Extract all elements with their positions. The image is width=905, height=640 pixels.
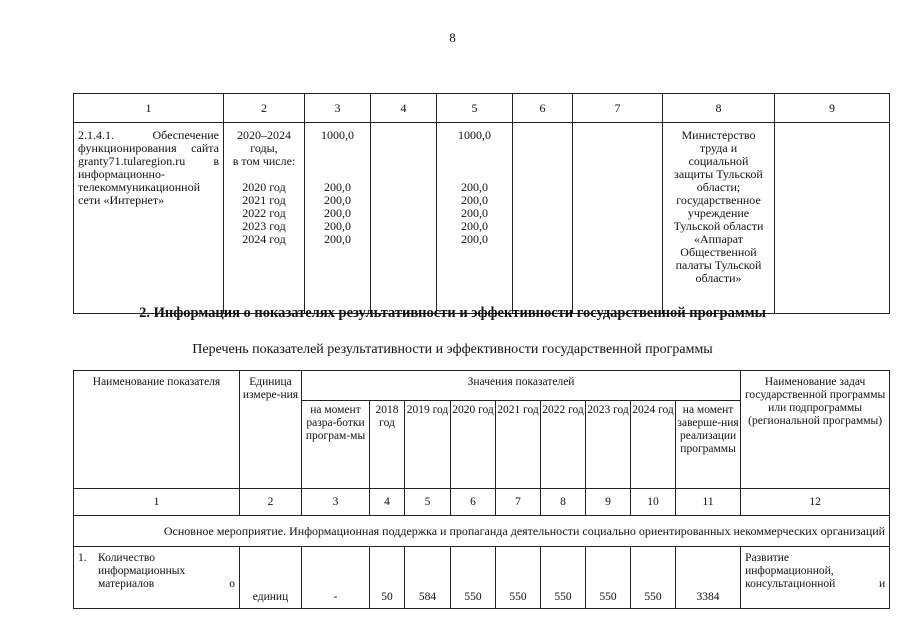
column-number: 8 (541, 489, 586, 516)
column-header: 4 (371, 94, 437, 123)
column-number-row (74, 94, 890, 123)
empty-cell (371, 123, 437, 314)
section-row (74, 516, 890, 547)
amount-value: 200,0 (461, 232, 488, 246)
text-line: области; (696, 180, 741, 194)
column-header: 8 (663, 94, 775, 123)
year-label: 2023 год (242, 219, 286, 233)
amount-value: 200,0 (324, 206, 351, 220)
amount-value: 200,0 (324, 232, 351, 246)
section-heading: 2. Информация о показателях результативности и эффективности государственной программы (139, 305, 766, 321)
indicator-name-header: Наименование показателя (74, 371, 240, 489)
amount-cell (305, 123, 371, 314)
year-header: 2018 год (370, 401, 405, 489)
value-cell: 50 (370, 547, 405, 609)
text-line: информационной, (745, 565, 834, 577)
amount-value: 200,0 (324, 193, 351, 207)
spacer (441, 155, 508, 168)
text-line: Обеспечение (152, 128, 219, 142)
value-cell: 550 (586, 547, 631, 609)
text-line: государственное (676, 193, 761, 207)
text-line: Развитие (745, 552, 790, 564)
column-number: 5 (405, 489, 451, 516)
text-line: сети «Интернет» (78, 193, 165, 207)
value-cell: 550 (631, 547, 676, 609)
text-line: учреждение (687, 206, 750, 220)
spacer (309, 155, 366, 168)
unit-cell: единиц (240, 547, 302, 609)
value-cell: 550 (496, 547, 541, 609)
text-line: информационных (98, 565, 186, 577)
text-line: функционирования (78, 141, 177, 155)
year-header: 2021 год (496, 401, 541, 489)
indicator-name-cell (74, 547, 240, 609)
amount-value: 200,0 (461, 180, 488, 194)
year-header: 2019 год (405, 401, 451, 489)
spacer (309, 142, 366, 155)
text-line: труда и (699, 141, 738, 155)
year-label: 2020 год (242, 180, 286, 194)
table-title: Перечень показателей результативности и эффективности государственной программы (192, 342, 713, 357)
end-value-header: на момент заверше-ния реализации программы (676, 401, 741, 489)
text-line: области» (695, 271, 742, 285)
text-line: о (229, 578, 235, 590)
period-cell (224, 123, 305, 314)
column-header: 6 (513, 94, 573, 123)
amount-lines (305, 123, 370, 246)
amount-value: 200,0 (324, 219, 351, 233)
column-number: 1 (74, 489, 240, 516)
values-group-header: Значения показателей (302, 371, 741, 401)
amount-cell (437, 123, 513, 314)
column-number-row (74, 489, 890, 516)
column-number: 2 (240, 489, 302, 516)
row-number: 1. (78, 552, 87, 564)
column-number: 3 (302, 489, 370, 516)
column-number: 10 (631, 489, 676, 516)
table-row (74, 547, 890, 609)
activity-name-cell (74, 123, 224, 314)
value-cell: 550 (451, 547, 496, 609)
column-number: 12 (741, 489, 890, 516)
text-line: материалов (98, 578, 155, 590)
year-header: 2024 год (631, 401, 676, 489)
start-value-cell: - (302, 547, 370, 609)
period-lines (224, 123, 304, 246)
text-line: консультационной (745, 578, 836, 590)
header-row (74, 371, 890, 401)
year-label: 2024 год (242, 232, 286, 246)
year-header: 2020 год (451, 401, 496, 489)
column-number: 9 (586, 489, 631, 516)
year-header: 2023 год (586, 401, 631, 489)
column-header: 1 (74, 94, 224, 123)
text-line: телекоммуникационной (78, 180, 200, 194)
text-line: Министерство (681, 128, 756, 142)
column-header: 5 (437, 94, 513, 123)
empty-cell (513, 123, 573, 314)
page-number: 8 (449, 30, 456, 45)
amount-value: 200,0 (324, 180, 351, 194)
amount-value: 200,0 (461, 206, 488, 220)
text-line: информационно- (78, 167, 165, 181)
column-number: 7 (496, 489, 541, 516)
text-line: палаты Тульской (675, 258, 762, 272)
activity-name (74, 123, 223, 207)
amount-lines (437, 123, 512, 246)
text-line: Общественной (680, 245, 757, 259)
column-header: 7 (573, 94, 663, 123)
task-name-cell (741, 547, 890, 609)
section-title: Основное мероприятие. Информационная поддержка и пропаганда деятельности социально ориентированных некоммерческих организаций (74, 516, 890, 547)
text-line: 2020–2024 (237, 128, 291, 142)
column-header: 2 (224, 94, 305, 123)
program-activity-table (73, 93, 890, 314)
amount-total: 1000,0 (458, 128, 491, 142)
text-line: Тульской области (673, 219, 764, 233)
table-row (74, 123, 890, 314)
text-line: защиты Тульской (674, 167, 763, 181)
column-header: 9 (775, 94, 890, 123)
text-line: годы, (250, 141, 278, 155)
text-line: Количество (98, 552, 155, 564)
year-header: 2022 год (541, 401, 586, 489)
empty-cell (573, 123, 663, 314)
unit-header: Единица измере-ния (240, 371, 302, 489)
year-label: 2021 год (242, 193, 286, 207)
column-number: 11 (676, 489, 741, 516)
text-line: социальной (688, 154, 749, 168)
text-line: сайта (191, 141, 219, 155)
end-value-cell: 3384 (676, 547, 741, 609)
value-cell: 550 (541, 547, 586, 609)
amount-value: 200,0 (461, 193, 488, 207)
amount-value: 200,0 (461, 219, 488, 233)
empty-cell (775, 123, 890, 314)
year-label: 2022 год (242, 206, 286, 220)
column-number: 6 (451, 489, 496, 516)
text-line: «Аппарат (693, 232, 744, 246)
start-value-header: на момент разра-ботки програм-мы (302, 401, 370, 489)
indicators-table (73, 370, 890, 609)
website-address: granty71.tularegion.ru (78, 154, 186, 168)
executor-lines (663, 123, 774, 285)
task-name-header: Наименование задач государственной программы или подпрограммы (региональной программы) (741, 371, 890, 489)
column-number: 4 (370, 489, 405, 516)
activity-code: 2.1.4.1. (78, 128, 114, 142)
text-line: в (213, 154, 219, 168)
executor-cell (663, 123, 775, 314)
amount-total: 1000,0 (321, 128, 354, 142)
value-cell: 584 (405, 547, 451, 609)
spacer (441, 142, 508, 155)
text-line: и (878, 578, 886, 590)
column-header: 3 (305, 94, 371, 123)
text-line: в том числе: (232, 154, 296, 168)
